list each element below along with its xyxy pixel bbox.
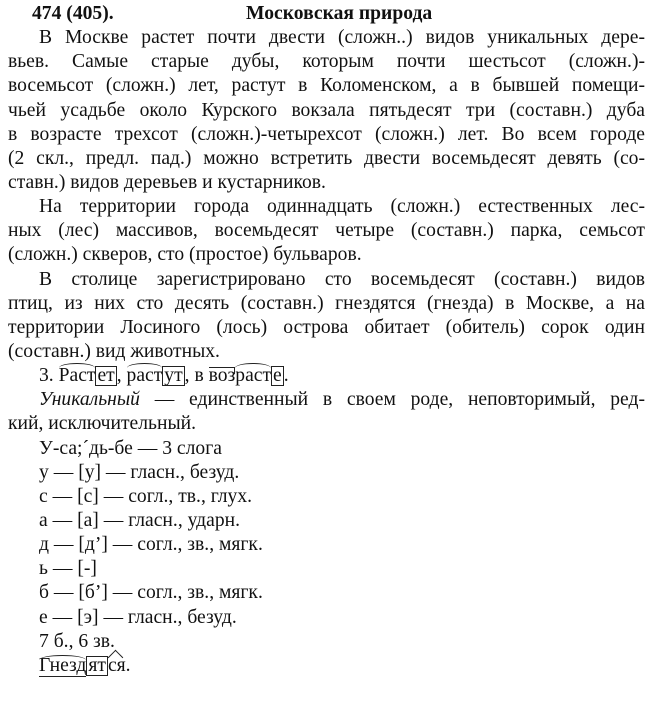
- separator: , в: [184, 365, 209, 387]
- text-line: (сложн.) скверов, сто (простое) бульваров.: [8, 244, 362, 266]
- syllables-line: У-са;´дь-бе — 3 слога: [39, 437, 222, 459]
- text-line: (составн.) вид животных.: [8, 340, 220, 362]
- text-line: В Москве растет почти двести (сложн..) видов уникальных дере-: [39, 27, 645, 49]
- root-mark: Раст: [59, 364, 96, 388]
- phonetic-row: ь — [-]: [39, 558, 97, 580]
- suffix-mark: ся: [108, 654, 126, 678]
- text-line: территории Лосиного (лось) острова обитает (обитель) сорок один: [8, 316, 645, 338]
- morpheme-analysis: [8, 364, 645, 388]
- separator: .: [283, 365, 289, 387]
- prefix-mark: воз: [209, 364, 236, 388]
- phonetic-row: б — [б’] — согл., зв., мягк.: [39, 582, 263, 604]
- item-number: 3.: [39, 365, 59, 387]
- phonetic-row: д — [д’] — согл., зв., мягк.: [39, 534, 263, 556]
- exercise-number: 474 (405).: [32, 3, 114, 24]
- separator: ,: [116, 365, 127, 387]
- phonetic-row: с — [с] — согл., тв., глух.: [39, 485, 253, 507]
- root-mark: раст: [235, 364, 271, 388]
- text-line: вьев. Самые старые дубы, которым почти шестьсот (сложн.)-: [8, 51, 645, 73]
- phonetic-row: е — [э] — гласн., безуд.: [39, 606, 237, 628]
- text-line: восемьсот (сложн.) лет, растут в Коломенском, а в бывшей помещи-: [8, 75, 645, 97]
- text-line: в возрасте трехсот (сложн.)-четырехсот (сложн.) лет. Во всем городе: [8, 123, 645, 145]
- exercise-title: Московская природа: [246, 3, 433, 24]
- phonetic-row: у — [у] — гласн., безуд.: [39, 461, 240, 483]
- defined-word: Уникальный: [39, 389, 140, 411]
- definition-line: [8, 388, 645, 412]
- ending-box: ут: [164, 365, 183, 387]
- ending-box: ет: [97, 365, 115, 387]
- ending-box: ят: [88, 654, 106, 676]
- text-line: В столице зарегистрировано сто восемьдесят (составн.) видов: [39, 268, 645, 290]
- root-mark: Гнезд: [39, 654, 87, 676]
- definition-line: кий, исключительный.: [8, 413, 197, 435]
- text-line: ных (лес) массивов, восемьдесят четыре (составн.) парка, семьсот: [8, 220, 645, 242]
- phonetic-row: а — [а] — гласн., ударн.: [39, 509, 241, 531]
- word-structure: [8, 654, 645, 678]
- text-line: (2 скл., предл. пад.) можно встретить двести восемьдесят девять (со-: [8, 147, 645, 169]
- definition-text: — единственный в своем роде, неповторимый, ред-: [139, 389, 645, 411]
- separator: .: [125, 654, 131, 676]
- phonetic-summary: 7 б., 6 зв.: [39, 630, 115, 652]
- ending-box: е: [273, 365, 282, 387]
- text-line: ставн.) видов деревьев и кустарников.: [8, 171, 326, 193]
- text-line: На территории города одиннадцать (сложн.) естественных лес-: [39, 196, 645, 218]
- text-line: чьей усадьбе около Курского вокзала пятьдесят три (составн.) дуба: [8, 99, 645, 121]
- text-line: птиц, из них сто десять (составн.) гнездятся (гнезда) в Москве, а на: [8, 292, 645, 314]
- root-mark: раст: [127, 364, 163, 388]
- exercise-header: [8, 2, 645, 26]
